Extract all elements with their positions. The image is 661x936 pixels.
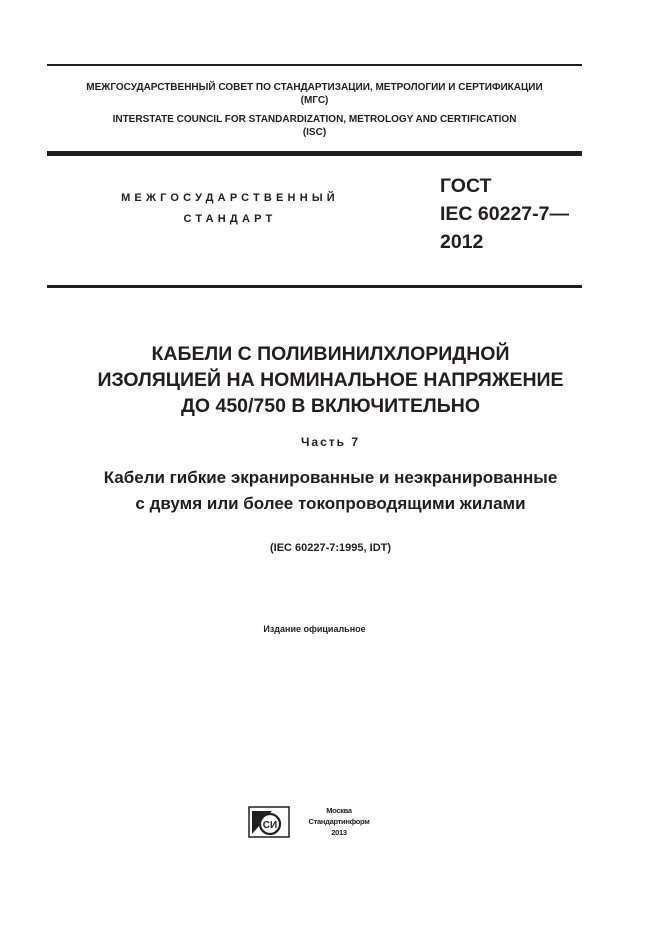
header-rule-thick xyxy=(47,151,582,156)
standard-type-label xyxy=(100,188,360,230)
document-title xyxy=(0,341,661,419)
title-line1: КАБЕЛИ С ПОЛИВИНИЛХЛОРИДНОЙ xyxy=(151,343,510,365)
subtitle-line2: с двумя или более токопроводящими жилами xyxy=(135,494,526,513)
council-abbr-en: (ISC) xyxy=(302,127,327,138)
iec-identity: (IEC 60227-7:1995, IDT) xyxy=(269,542,392,554)
council-header xyxy=(47,81,582,139)
subtitle-line1: Кабели гибкие экранированные и неэкранированные xyxy=(103,468,558,487)
title-line3: ДО 450/750 В ВКЛЮЧИТЕЛЬНО xyxy=(181,395,480,417)
part-label: Часть 7 xyxy=(300,435,361,449)
document-subtitle xyxy=(0,465,661,517)
standard-designation xyxy=(440,172,569,256)
imprint-year: 2013 xyxy=(331,828,347,837)
title-rule-thick xyxy=(47,285,582,288)
top-rule-thin xyxy=(47,64,582,66)
council-name-en: INTERSTATE COUNCIL FOR STANDARDIZATION, METROLOGY AND CERTIFICATION xyxy=(112,114,517,125)
edition-label: Издание официальное xyxy=(263,624,366,634)
council-abbr-ru: (МГС) xyxy=(300,95,329,106)
standartinform-logo-icon xyxy=(248,806,290,838)
designation-line2: IEC 60227-7— xyxy=(440,203,569,225)
standard-type-line2: СТАНДАРТ xyxy=(183,213,277,225)
publisher-imprint xyxy=(296,805,382,838)
logo-text: СИ xyxy=(262,820,278,831)
standard-type-line1: МЕЖГОСУДАРСТВЕННЫЙ xyxy=(121,192,339,204)
title-line2: ИЗОЛЯЦИЕЙ НА НОМИНАЛЬНОЕ НАПРЯЖЕНИЕ xyxy=(97,369,564,391)
imprint-publisher: Стандартинформ xyxy=(308,817,370,826)
designation-line3: 2012 xyxy=(440,231,484,253)
council-name-ru: МЕЖГОСУДАРСТВЕННЫЙ СОВЕТ ПО СТАНДАРТИЗАЦИИ, МЕТРОЛОГИИ И СЕРТИФИКАЦИИ xyxy=(86,82,543,93)
imprint-city: Москва xyxy=(326,806,352,815)
designation-line1: ГОСТ xyxy=(440,175,492,197)
